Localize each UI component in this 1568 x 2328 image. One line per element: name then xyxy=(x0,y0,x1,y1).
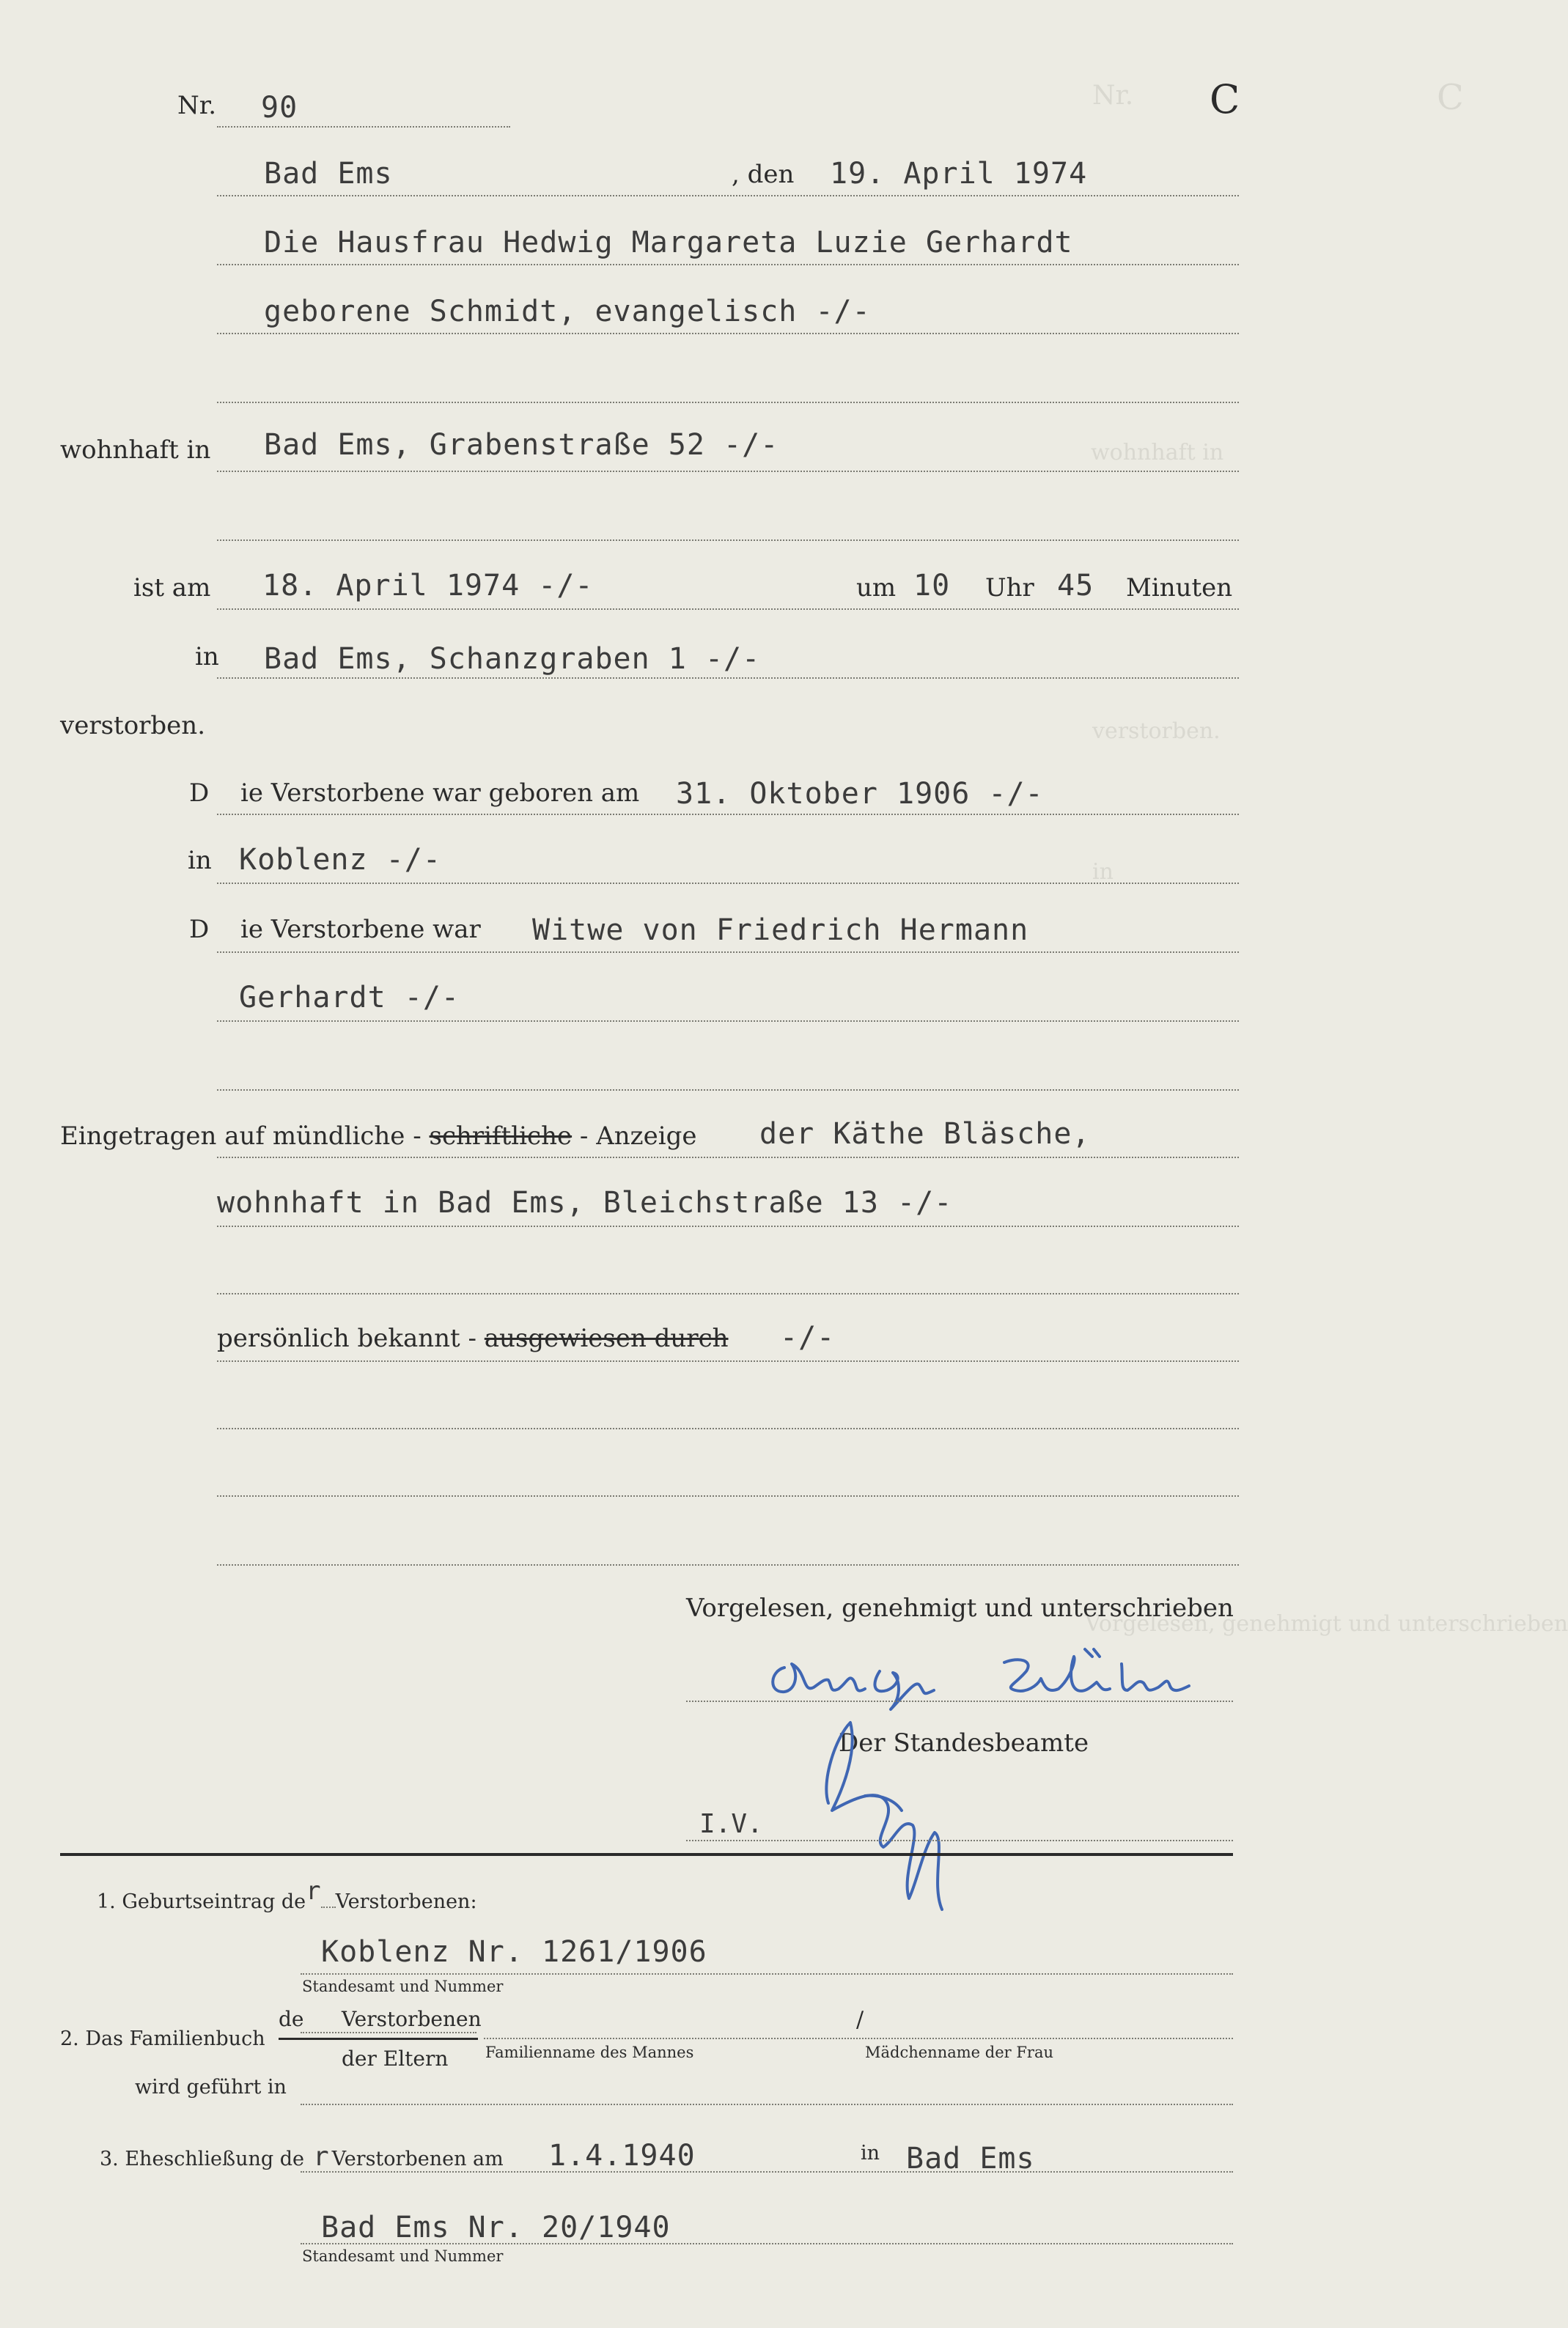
death-hour: 10 xyxy=(913,569,951,603)
official-label: Der Standesbeamte xyxy=(839,1728,1089,1758)
known-label: persönlich bekannt - ausgewiesen durch xyxy=(217,1324,729,1353)
status-value-1: Witwe von Friedrich Hermann xyxy=(532,913,1029,947)
death-date-value: 18. April 1974 -/- xyxy=(262,569,594,603)
item3-in-label: in xyxy=(861,2142,880,2165)
reporter-signature xyxy=(762,1642,1232,1715)
section-divider xyxy=(60,1853,1233,1856)
item1-value: Koblenz Nr. 1261/1906 xyxy=(321,1935,707,1969)
iv-text: I.V. xyxy=(699,1809,763,1839)
item2-fraction-bar xyxy=(279,2038,478,2040)
line-death-date xyxy=(217,608,1239,610)
known-struck: ausgewiesen durch xyxy=(484,1324,729,1353)
show-through-text: Nr. xyxy=(1092,81,1134,111)
item2-verstorbenen: Verstorbenen xyxy=(342,2007,482,2031)
line-item2-de xyxy=(301,2032,476,2033)
line-residence xyxy=(217,471,1239,472)
item1-caption: Standesamt und Nummer xyxy=(302,1978,504,1995)
item3-date: 1.4.1940 xyxy=(548,2139,696,2173)
line-item2 xyxy=(484,2038,1233,2039)
line-blank-6 xyxy=(217,1495,1239,1497)
show-through-text: Vorgelesen, genehmigt und unterschrieben xyxy=(1085,1611,1568,1637)
entry-date: 19. April 1974 xyxy=(830,157,1088,191)
line-signature-reporter xyxy=(686,1701,1233,1702)
item2-label-b: wird geführt in xyxy=(135,2076,287,2099)
line-reporter-address xyxy=(217,1226,1239,1227)
line-official xyxy=(686,1840,1233,1841)
item2-eltern: der Eltern xyxy=(342,2047,449,2071)
person-line-1: Die Hausfrau Hedwig Margareta Luzie Gerhardt xyxy=(264,226,1073,259)
um-label: um xyxy=(856,573,897,603)
residence-label: wohnhaft in xyxy=(60,435,211,465)
item2-de: de xyxy=(279,2007,304,2031)
line-birth-date xyxy=(217,814,1239,815)
line-status-2 xyxy=(217,1020,1239,1022)
reporter-name: der Käthe Bläsche, xyxy=(759,1117,1091,1151)
report-label-struck: schriftliche xyxy=(429,1121,573,1151)
line-place-date xyxy=(217,195,1239,196)
form-letter: C xyxy=(1210,76,1240,122)
line-known xyxy=(217,1360,1239,1362)
item3-caption: Standesamt und Nummer xyxy=(302,2247,504,2265)
line-death-place xyxy=(217,677,1239,679)
den-label: , den xyxy=(732,160,795,189)
item3-place: Bad Ems xyxy=(906,2142,1035,2176)
item1-sup: r xyxy=(306,1876,321,1906)
line-blank-1 xyxy=(217,402,1239,403)
verstorben-label: verstorben. xyxy=(60,711,206,740)
line-item3-b xyxy=(301,2243,1233,2244)
line-person-2 xyxy=(217,333,1239,334)
birth-label-d: D xyxy=(189,778,210,808)
nr-value: 90 xyxy=(261,91,298,125)
nr-label: Nr. xyxy=(177,91,217,120)
line-blank-5 xyxy=(217,1428,1239,1429)
line-item1 xyxy=(301,1973,1233,1975)
known-value: -/- xyxy=(780,1321,836,1355)
item2-caption-wife: Mädchenname der Frau xyxy=(865,2044,1054,2061)
line-birth-place xyxy=(217,883,1239,884)
item2-caption-husband: Familienname des Mannes xyxy=(485,2044,694,2061)
line-blank-2 xyxy=(217,539,1239,541)
death-date-label: ist am xyxy=(133,573,211,603)
birth-place-value: Koblenz -/- xyxy=(239,843,441,877)
birth-date: 31. Oktober 1906 -/- xyxy=(676,777,1044,811)
birth-place-label: in xyxy=(188,846,212,875)
item2-slash: / xyxy=(856,2007,864,2033)
report-label: Eingetragen auf mündliche - schriftliche - Anzeige xyxy=(60,1121,697,1151)
death-place-value: Bad Ems, Schanzgraben 1 -/- xyxy=(264,642,761,676)
closing-text: Vorgelesen, genehmigt und unterschrieben xyxy=(686,1594,1234,1623)
show-through-text: C xyxy=(1437,77,1464,118)
status-label: ie Verstorbene war xyxy=(240,915,481,944)
item1-label: 1. Geburtseintrag der Verstorbenen: xyxy=(97,1876,477,1913)
death-minute: 45 xyxy=(1057,569,1094,603)
minuten-label: Minuten xyxy=(1126,573,1233,603)
item3-r: r xyxy=(312,2142,329,2172)
item3-label: 3. Eheschließung de r Verstorbenen am xyxy=(100,2142,504,2172)
reporter-address: wohnhaft in Bad Ems, Bleichstraße 13 -/- xyxy=(217,1186,953,1220)
status-value-2: Gerhardt -/- xyxy=(239,981,460,1014)
person-line-2: geborene Schmidt, evangelisch -/- xyxy=(264,295,871,328)
birth-label: ie Verstorbene war geboren am xyxy=(240,778,640,808)
line-person-1 xyxy=(217,264,1239,265)
line-blank-7 xyxy=(217,1564,1239,1566)
status-label-d: D xyxy=(189,915,210,944)
line-item2-b xyxy=(301,2104,1233,2105)
line-status-1 xyxy=(217,951,1239,953)
entry-place: Bad Ems xyxy=(264,157,393,191)
show-through-text: wohnhaft in xyxy=(1091,440,1224,465)
item3-value: Bad Ems Nr. 20/1940 xyxy=(321,2211,671,2244)
line-blank-4 xyxy=(217,1293,1239,1294)
nr-line xyxy=(217,126,510,128)
show-through-text: verstorben. xyxy=(1092,718,1221,744)
show-through-text: in xyxy=(1092,859,1114,885)
line-reporter xyxy=(217,1157,1239,1158)
official-signature xyxy=(814,1708,982,1913)
residence-value: Bad Ems, Grabenstraße 52 -/- xyxy=(264,428,779,462)
line-blank-3 xyxy=(217,1089,1239,1091)
item2-label: 2. Das Familienbuch xyxy=(60,2027,265,2050)
uhr-label: Uhr xyxy=(985,573,1034,603)
line-item3 xyxy=(301,2171,1233,2173)
death-place-label: in xyxy=(195,642,219,671)
